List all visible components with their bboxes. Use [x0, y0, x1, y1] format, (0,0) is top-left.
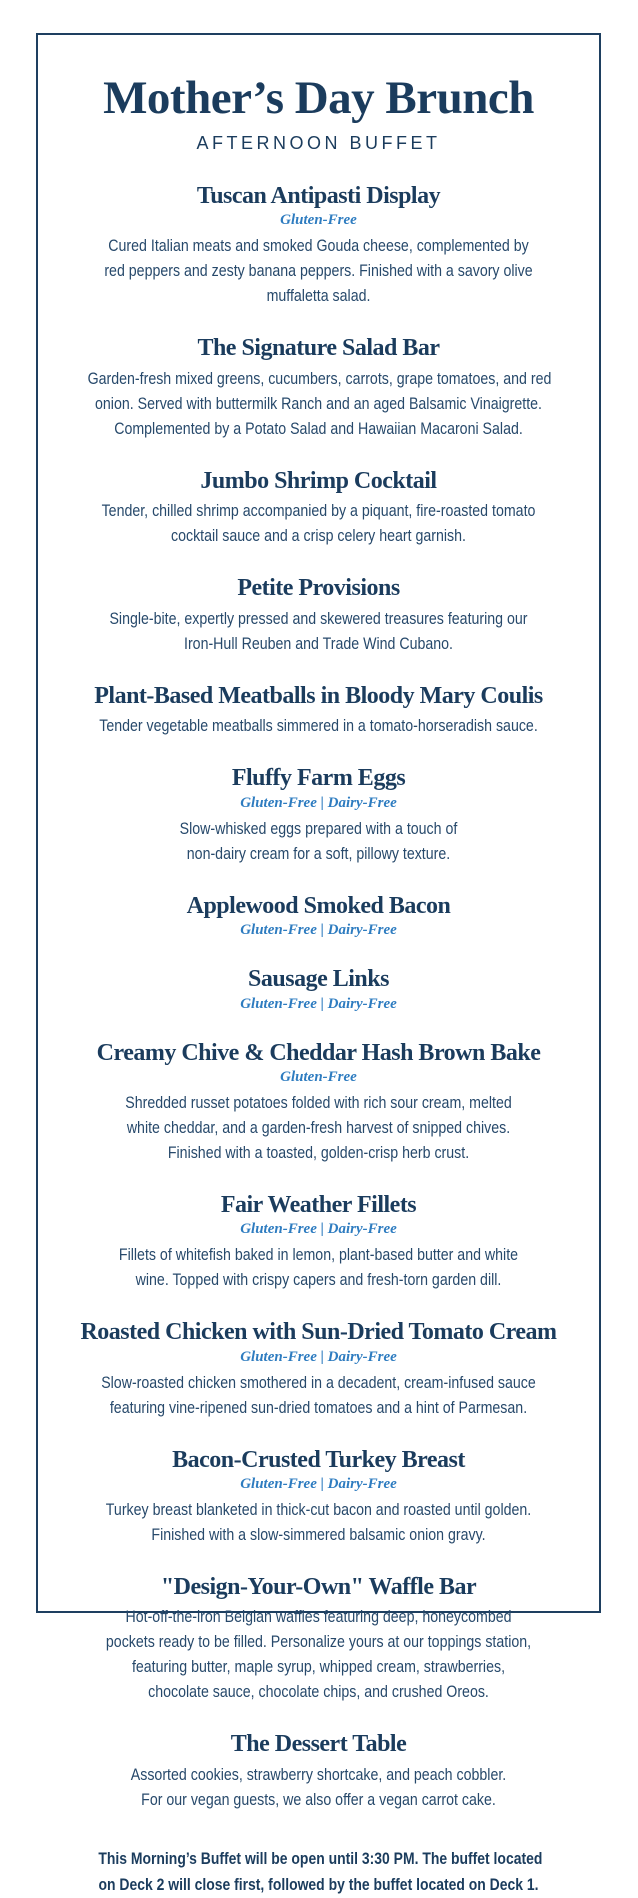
menu-item-dietary-label: Gluten-Free | Dairy-Free — [240, 1476, 397, 1493]
description-line: featuring butter, maple syrup, whipped cream, strawberries, — [131, 1658, 506, 1677]
buffet-hours-note — [98, 1846, 543, 1898]
description-line: Tender vegetable meatballs simmered in a tomato-horseradish sauce. — [99, 717, 538, 736]
menu-item-description — [88, 607, 550, 657]
description-line: Slow-whisked eggs prepared with a touch of — [179, 819, 458, 838]
menu-item-description — [88, 1763, 550, 1813]
description-line: Finished with a slow-simmered balsamic onion gravy. — [151, 1525, 486, 1544]
menu-item-name: Fair Weather Fillets — [220, 1191, 417, 1218]
menu-item-description — [88, 817, 550, 867]
menu-item-name: Creamy Chive & Cheddar Hash Brown Bake — [96, 1039, 541, 1066]
description-line: Shredded russet potatoes folded with rich sour cream, melted — [125, 1093, 512, 1112]
description-line: chocolate sauce, chocolate chips, and crushed Oreos. — [148, 1683, 489, 1702]
menu-item-name: Applewood Smoked Bacon — [186, 892, 451, 919]
description-line: Tender, chilled shrimp accompanied by a piquant, fire-roasted tomato — [101, 502, 536, 521]
menu-item — [50, 468, 587, 550]
menu-item-name: "Design-Your-Own" Waffle Bar — [160, 1573, 477, 1600]
description-line: Fillets of whitefish baked in lemon, plant-based butter and white — [118, 1246, 519, 1265]
menu-item-dietary-label: Gluten-Free — [280, 1069, 357, 1086]
menu-item-dietary-label: Gluten-Free | Dairy-Free — [240, 1348, 397, 1365]
description-line: onion. Served with buttermilk Ranch and an aged Balsamic Vinaigrette. — [95, 394, 542, 413]
menu-item — [50, 1574, 587, 1706]
menu-item-description — [88, 499, 550, 549]
buffet-hours-line: This Morning’s Buffet will be open until 3:30 PM. The buffet located — [98, 1849, 543, 1869]
page-title: Mother’s Day Brunch — [103, 72, 534, 124]
menu-item-name: Plant-Based Meatballs in Bloody Mary Coulis — [94, 682, 543, 709]
menu-item-dietary-label: Gluten-Free | Dairy-Free — [240, 795, 397, 812]
menu-item — [50, 1040, 587, 1166]
description-line: Cured Italian meats and smoked Gouda cheese, complemented by — [108, 237, 529, 256]
menu-item-dietary-label: Gluten-Free | Dairy-Free — [240, 1221, 397, 1238]
description-line: Turkey breast blanketed in thick-cut bacon and roasted until golden. — [105, 1500, 532, 1519]
menu-item-name: Jumbo Shrimp Cocktail — [200, 467, 437, 494]
description-line: For our vegan guests, we also offer a vegan carrot cake. — [141, 1791, 496, 1810]
menu-item-name: Tuscan Antipasti Display — [196, 182, 441, 209]
menu-items — [50, 183, 587, 1813]
description-line: non-dairy cream for a soft, pillowy texture. — [186, 844, 451, 863]
description-line: Single-bite, expertly pressed and skewered treasures featuring our — [109, 609, 528, 628]
menu-item-name: The Signature Salad Bar — [197, 335, 440, 362]
menu-item-description — [88, 1605, 550, 1705]
menu-item — [50, 1319, 587, 1420]
menu-item-name: Fluffy Farm Eggs — [231, 765, 406, 792]
description-line: Iron-Hull Reuben and Trade Wind Cubano. — [184, 634, 453, 653]
description-line: white cheddar, and a garden-fresh harvest of snipped chives. — [126, 1118, 511, 1137]
menu-item-description — [88, 1371, 550, 1421]
menu-item — [50, 1192, 587, 1293]
description-line: Hot-off-the-iron Belgian waffles featuring deep, honeycombed — [125, 1608, 512, 1627]
description-line: pockets ready to be filled. Personalize yours at our toppings station, — [105, 1633, 532, 1652]
menu-item-description — [88, 367, 550, 442]
menu-item-description — [88, 1091, 550, 1166]
menu-subtitle: AFTERNOON BUFFET — [196, 132, 441, 153]
description-line: Slow-roasted chicken smothered in a decadent, cream-infused sauce — [101, 1373, 536, 1392]
description-line: Assorted cookies, strawberry shortcake, and peach cobbler. — [130, 1766, 507, 1785]
menu-item-name: Petite Provisions — [237, 575, 400, 602]
description-line: featuring vine-ripened sun-dried tomatoes and a hint of Parmesan. — [109, 1398, 528, 1417]
menu-item-description — [88, 1498, 550, 1548]
menu-item-name: Roasted Chicken with Sun-Dried Tomato Cream — [80, 1319, 557, 1346]
menu-item-dietary-label: Gluten-Free | Dairy-Free — [240, 922, 397, 939]
description-line: muffaletta salad. — [266, 287, 371, 306]
menu-item-name: Bacon-Crusted Turkey Breast — [172, 1446, 465, 1473]
description-line: Finished with a toasted, golden-crisp herb crust. — [167, 1143, 470, 1162]
menu-item — [50, 335, 587, 442]
description-line: cocktail sauce and a crisp celery heart garnish. — [170, 527, 466, 546]
menu-item-dietary-label: Gluten-Free | Dairy-Free — [240, 995, 397, 1012]
menu-item — [50, 893, 587, 940]
menu-item — [50, 1447, 587, 1548]
description-line: wine. Topped with crispy capers and fresh-torn garden dill. — [135, 1271, 502, 1290]
menu-item-description — [88, 1243, 550, 1293]
menu-item-dietary-label: Gluten-Free — [280, 212, 357, 229]
menu-item — [50, 966, 587, 1013]
menu-item-name: The Dessert Table — [230, 1731, 407, 1758]
description-line: Complemented by a Potato Salad and Hawaiian Macaroni Salad. — [114, 419, 523, 438]
menu-item-description — [88, 714, 550, 739]
menu-item-name: Sausage Links — [248, 966, 389, 993]
menu-card — [36, 33, 601, 1895]
buffet-hours-line: on Deck 2 will close first, followed by the buffet located on Deck 1. — [98, 1875, 539, 1895]
menu-item — [50, 575, 587, 657]
menu-item — [50, 765, 587, 866]
description-line: red peppers and zesty banana peppers. Finished with a savory olive — [104, 262, 533, 281]
menu-item — [50, 683, 587, 740]
menu-item — [50, 1731, 587, 1813]
menu-item-description — [88, 234, 550, 309]
description-line: Garden-fresh mixed greens, cucumbers, carrots, grape tomatoes, and red — [87, 369, 552, 388]
menu-item — [50, 183, 587, 309]
